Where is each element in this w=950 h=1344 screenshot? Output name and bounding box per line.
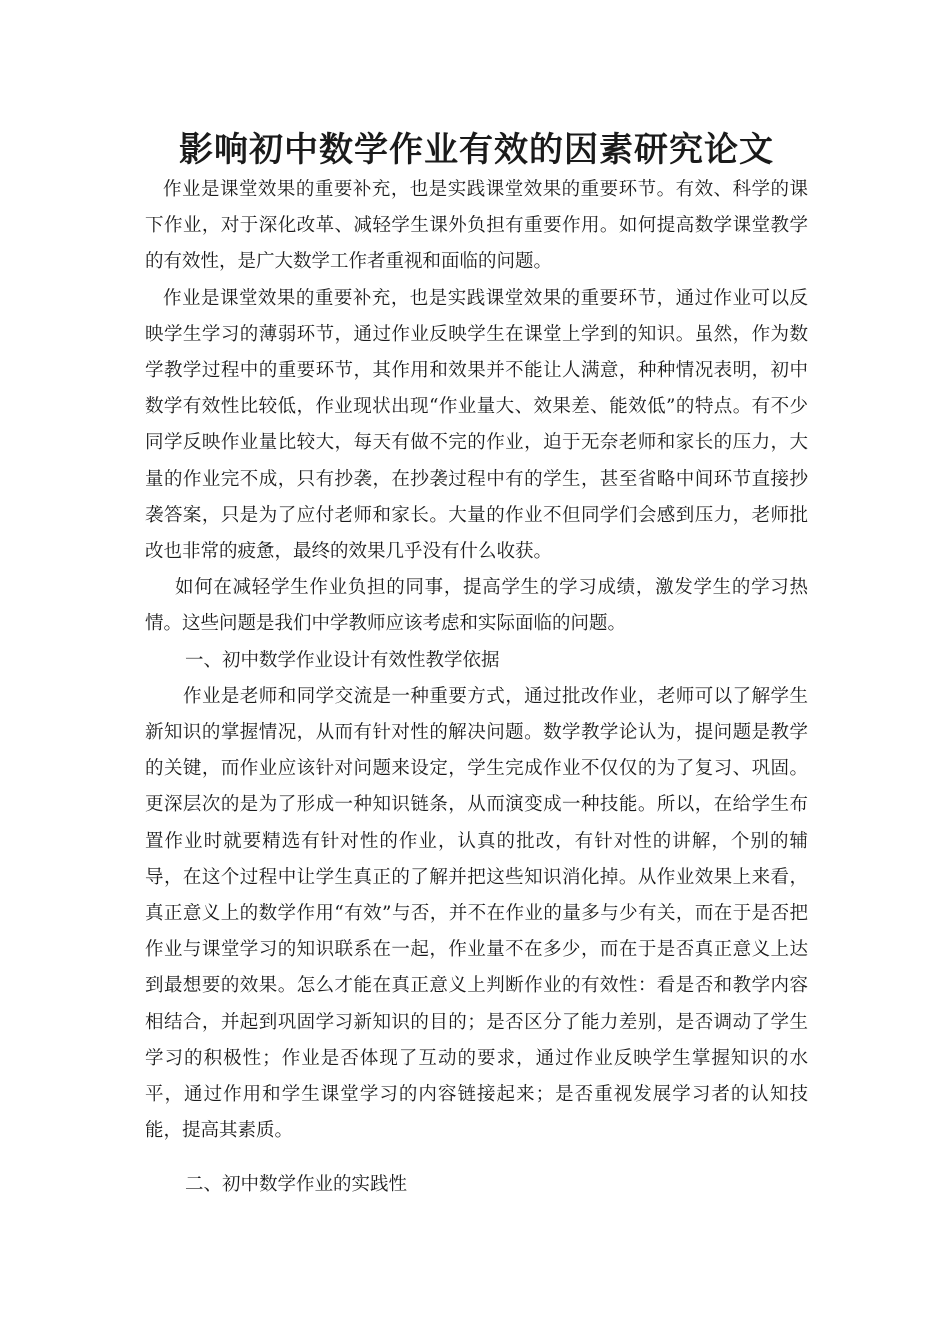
section-heading-1: 一、初中数学作业设计有效性教学依据 [185,649,500,671]
paragraph-question: 如何在减轻学生作业负担的同事，提高学生的学习成绩，激发学生的学习热情。这些问题是我们中学教师应该考虑和实际面临的问题。 [145,577,808,635]
document-page [145,0,808,1344]
document-body [145,172,808,1204]
document-title: 影响初中数学作业有效的因素研究论文 [179,130,774,170]
section-heading-2: 二、初中数学作业的实践性 [185,1174,408,1196]
paragraph-current-situation: 作业是课堂效果的重要补充，也是实践课堂效果的重要环节，通过作业可以反映学生学习的薄弱环节，通过作业反映学生在课堂上学到的知识。虽然，作为数学教学过程中的重要环节，其作用和效果并不能让人满意，种种情况表明，初中数学有效性比较低，作业现状出现“作业量大、效果差、能效低”的特点。有不少同学反映作业量比较大，每天有做不完的作业，迫于无奈老师和家长的压力，大量的作业完不成，只有抄袭，在抄袭过程中有的学生，甚至省略中间环节直接抄袭答案，只是为了应付老师和家长。大量的作业不但同学们会感到压力，老师批改也非常的疲惫，最终的效果几乎没有什么收获。 [145,287,808,563]
paragraph-section-1-body: 作业是老师和同学交流是一种重要方式，通过批改作业，老师可以了解学生新知识的掌握情况，从而有针对性的解决问题。数学教学论认为，提问题是教学的关键，而作业应该针对问题来设定，学生完成作业不仅仅的为了复习、巩固。更深层次的是为了形成一种知识链条，从而演变成一种技能。所以，在给学生布置作业时就要精选有针对性的作业，认真的批改，有针对性的讲解，个别的辅导，在这个过程中让学生真正的了解并把这些知识消化掉。从作业效果上来看，真正意义上的数学作用“有效”与否，并不在作业的量多与少有关，而在于是否把作业与课堂学习的知识联系在一起，作业量不在多少，而在于是否真正意义上达到最想要的效果。怎么才能在真正意义上判断作业的有效性：看是否和教学内容相结合，并起到巩固学习新知识的目的；是否区分了能力差别，是否调动了学生学习的积极性；作业是否体现了互动的要求，通过作业反映学生掌握知识的水平，通过作用和学生课堂学习的内容链接起来；是否重视发展学习者的认知技能，提高其素质。 [145,685,808,1142]
paragraph-intro: 作业是课堂效果的重要补充，也是实践课堂效果的重要环节。有效、科学的课下作业，对于深化改革、减轻学生课外负担有重要作用。如何提高数学课堂教学的有效性，是广大数学工作者重视和面临的问题。 [145,179,808,273]
